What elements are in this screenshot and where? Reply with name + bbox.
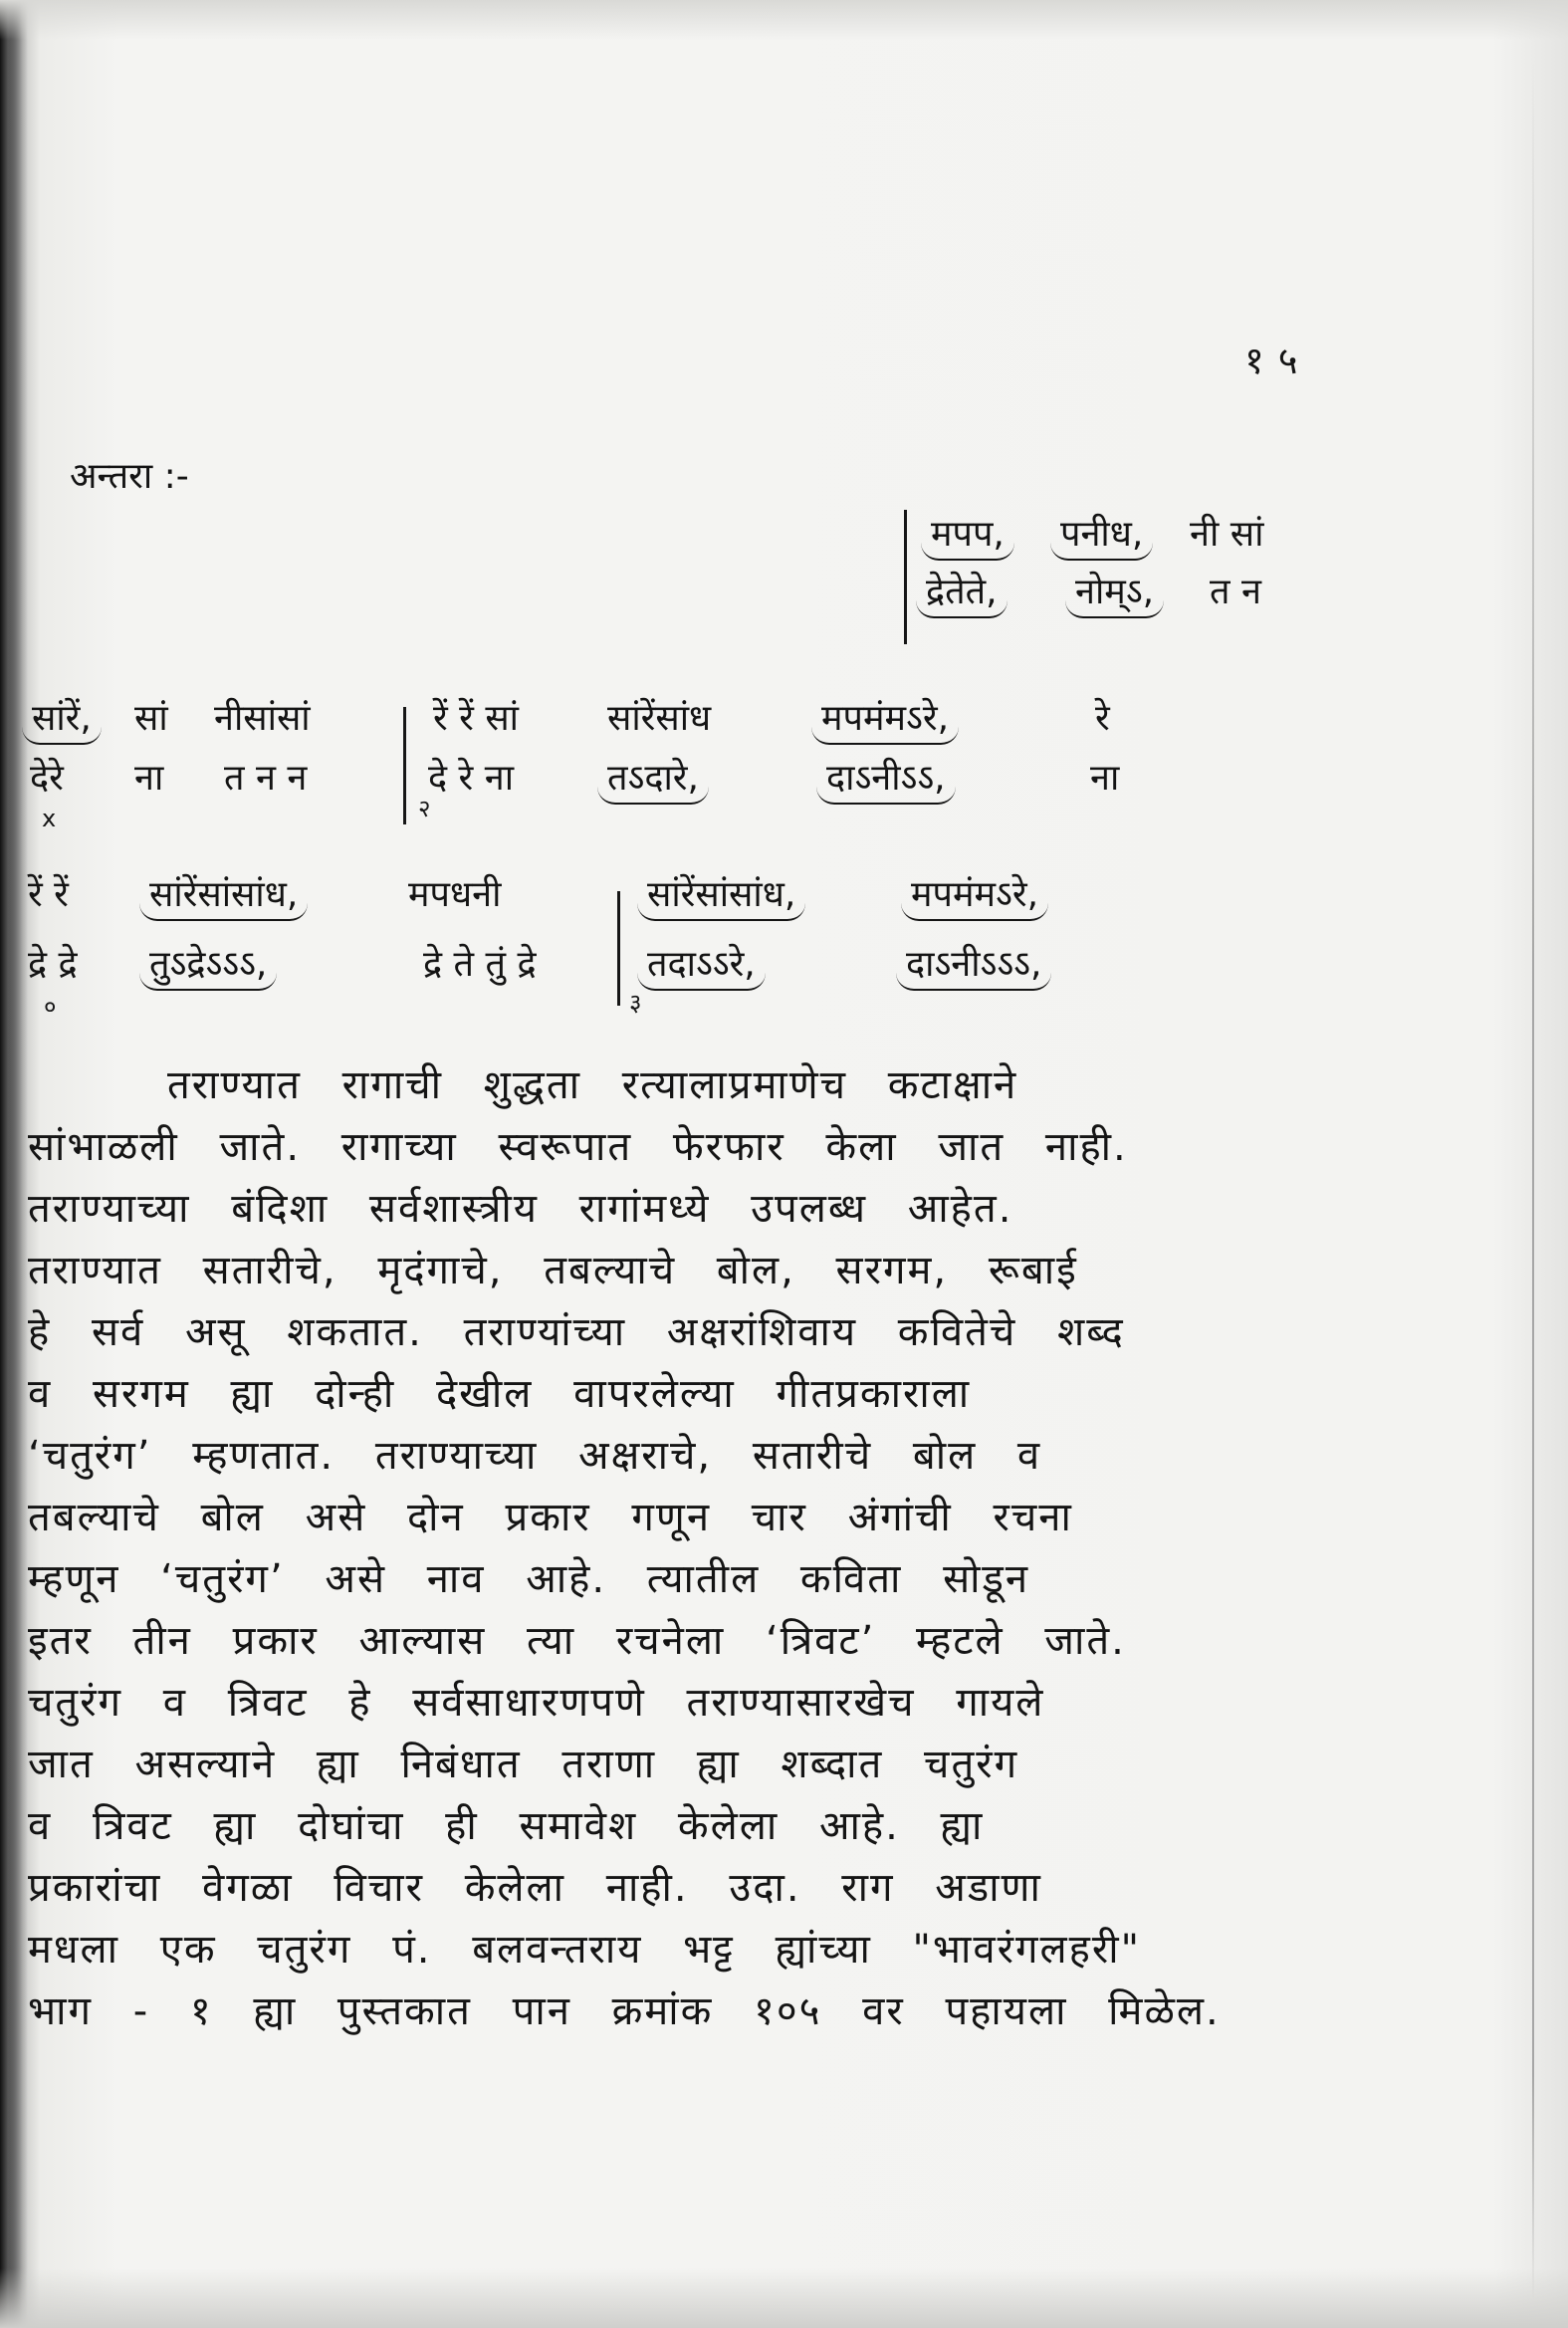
bol-group: त न न <box>224 758 308 799</box>
paragraph-line: हे सर्व असू शकतात. तराण्यांच्या अक्षरांशिवाय कवितेचे शब्द <box>28 1309 1125 1355</box>
bol-group: दाऽनीऽऽ, <box>816 752 956 805</box>
paragraph-line: इतर तीन प्रकार आल्यास त्या रचनेला ‘त्रिवट’ म्हटले जाते. <box>28 1618 1126 1664</box>
swar-group: रें रें सां <box>433 698 519 739</box>
page-number: १५ <box>1244 339 1312 382</box>
bol-group: ना <box>134 758 164 799</box>
bol-group: तऽदारे, <box>597 752 709 805</box>
paragraph-line: ‘चतुरंग’ म्हणतात. तराण्याच्या अक्षराचे, सतारीचे बोल व <box>28 1433 1042 1479</box>
bol-group: द्रे ते तुं द्रे <box>423 944 537 985</box>
paragraph-line: भाग - १ ह्या पुस्तकात पान क्रमांक १०५ वर पहायला मिळेल. <box>28 1988 1221 2034</box>
paragraph-line: म्हणून ‘चतुरंग’ असे नाव आहे. त्यातील कविता सोडून <box>28 1556 1030 1602</box>
bol-group: देरे <box>30 758 64 799</box>
paragraph-line: तराण्यात रागाची शुद्धता रत्यालाप्रमाणेच कटाक्षाने <box>167 1062 1018 1108</box>
binding-shadow <box>0 0 28 2328</box>
bol-group: नोम्ऽ, <box>1065 566 1164 618</box>
page-bottom-shadow <box>0 2268 1568 2328</box>
swar-group: नीसांसां <box>214 698 311 739</box>
vibhag-barline <box>403 707 406 824</box>
bol-group: दे रे ना <box>428 758 515 799</box>
section-label: अन्तरा :- <box>70 456 189 497</box>
vibhag-barline <box>617 891 620 1006</box>
bol-group: द्रे द्रे <box>28 944 78 985</box>
sam-mark: x <box>42 805 57 832</box>
paragraph-line: तराण्यात सतारीचे, मृदंगाचे, तबल्याचे बोल, सरगम, रूबाई <box>28 1248 1078 1293</box>
paragraph-line: व सरगम ह्या दोन्ही देखील वापरलेल्या गीतप्रकाराला <box>28 1371 972 1417</box>
khali-mark: ० <box>44 993 57 1021</box>
paragraph-line: प्रकारांचा वेगळा विचार केलेला नाही. उदा. राग अडाणा <box>28 1865 1042 1911</box>
swar-group: सांरेंसांसांध, <box>637 868 805 921</box>
swar-group: पनीध, <box>1050 508 1153 561</box>
swar-group: मपधनी <box>408 874 502 915</box>
paragraph-line: तबल्याचे बोल असे दोन प्रकार गणून चार अंगांची रचना <box>28 1495 1073 1540</box>
bol-group: द्रेतेते, <box>916 566 1008 618</box>
paragraph-line: व त्रिवट ह्या दोघांचा ही समावेश केलेला आहे. ह्या <box>28 1803 985 1849</box>
paragraph-line: मधला एक चतुरंग पं. बलवन्तराय भट्ट ह्यांच्या "भावरंगलहरी" <box>28 1927 1141 1973</box>
swar-group: सां <box>134 698 168 739</box>
beat-mark: २ <box>418 795 431 822</box>
page-top-shadow <box>0 0 1568 40</box>
beat-mark: ३ <box>629 989 642 1017</box>
swar-group: सांरेंसांसांध, <box>139 868 308 921</box>
swar-group: मपमंमऽरे, <box>901 868 1048 921</box>
swar-group: नी सां <box>1190 514 1264 555</box>
swar-group: रे <box>1095 698 1110 739</box>
bol-group: त न <box>1210 572 1261 612</box>
bol-group: दाऽनीऽऽऽ, <box>896 938 1051 991</box>
bol-group: तदाऽऽरे, <box>637 938 766 991</box>
swar-group: रें रें <box>28 874 69 915</box>
paragraph-line: सांभाळली जाते. रागाच्या स्वरूपात फेरफार केला जात नाही. <box>28 1124 1128 1170</box>
bol-group: ना <box>1090 758 1120 799</box>
swar-group: मपप, <box>921 508 1014 561</box>
vibhag-barline <box>904 510 907 644</box>
swar-group: सांरेंसांध <box>607 698 712 739</box>
paragraph-line: चतुरंग व त्रिवट हे सर्वसाधारणपणे तराण्यासारखेच गायले <box>28 1680 1045 1726</box>
bol-group: तुऽद्रेऽऽऽ, <box>139 938 277 991</box>
page-edge-line <box>1532 60 1534 2300</box>
swar-group: सांरें, <box>22 692 102 745</box>
paragraph-line: तराण्याच्या बंदिशा सर्वशास्त्रीय रागांमध्ये उपलब्ध आहेत. <box>28 1186 1013 1232</box>
paragraph-line: जात असल्याने ह्या निबंधात तराणा ह्या शब्दात चतुरंग <box>28 1742 1019 1787</box>
swar-group: मपमंमऽरे, <box>811 692 959 745</box>
